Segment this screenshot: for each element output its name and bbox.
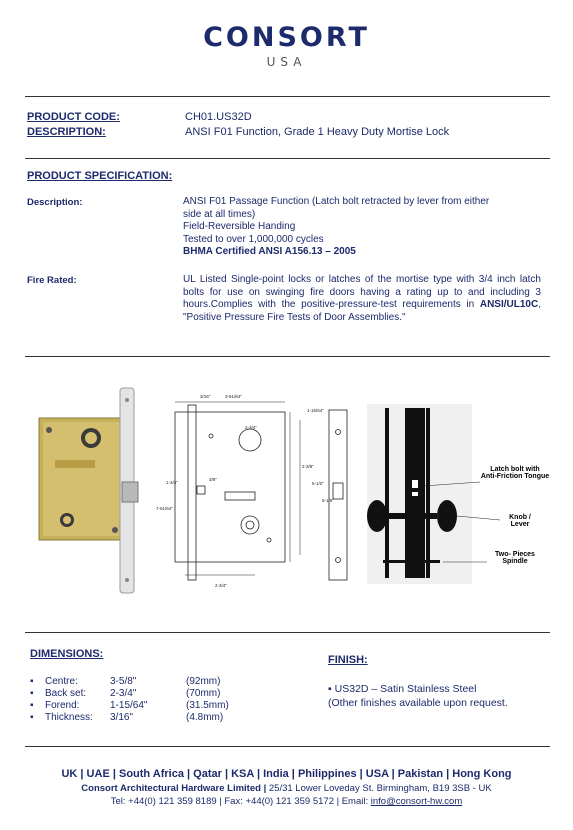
finish-item (328, 683, 476, 695)
bullet: ▪ (30, 712, 34, 723)
callout-line: Anti-Friction Tongue (480, 473, 550, 480)
spec-line: ANSI F01 Passage Function (Latch bolt retracted by lever from either (183, 196, 490, 207)
callout-line: Lever (510, 521, 530, 528)
bhma-certification: BHMA Certified ANSI A156.13 – 2005 (183, 246, 356, 257)
fire-standard: ANSI/UL10C (479, 299, 539, 310)
email-link[interactable]: info@consort-hw.com (370, 796, 463, 807)
dimension-row (30, 712, 290, 724)
dim-label: 3/16" (200, 394, 211, 399)
dimension-label: Forend: (45, 700, 80, 711)
bullet: ▪ (30, 688, 34, 699)
dimension-metric: (31.5mm) (186, 700, 229, 711)
dim-label: 2-3/4" (215, 583, 227, 588)
dimension-row (30, 688, 290, 700)
footer-company (0, 783, 573, 794)
spec-heading: PRODUCT SPECIFICATION: (27, 170, 173, 182)
dimension-metric: (92mm) (186, 676, 221, 687)
dimension-row (30, 700, 290, 712)
dimension-drawing (175, 402, 300, 580)
dimension-imperial: 3/16" (110, 712, 134, 723)
section-drawing (367, 404, 500, 584)
dimension-row (30, 676, 290, 688)
divider (25, 746, 550, 747)
dim-label: 2-3/4" (245, 425, 257, 430)
divider (25, 158, 550, 159)
callout-spindle (490, 551, 540, 565)
spec-line: side at all times) (183, 208, 256, 220)
forend-drawing (329, 410, 347, 580)
description-value: ANSI F01 Function, Grade 1 Heavy Duty Mortise Lock (185, 126, 450, 138)
dimension-label: Back set: (45, 688, 87, 699)
description-label: DESCRIPTION: (27, 126, 106, 138)
dim-label: 3/8" (209, 477, 217, 482)
fire-rated-label: Fire Rated: (27, 275, 77, 286)
dim-label: 3-61/64" (225, 394, 242, 399)
company-name: Consort Architectural Hardware Limited | (81, 783, 267, 794)
bullet: ▪ (30, 700, 34, 711)
dimension-label: Centre: (45, 676, 78, 687)
dimension-imperial: 3-5/8" (110, 676, 137, 687)
product-code-label: PRODUCT CODE: (27, 111, 120, 123)
brand-logo (0, 22, 573, 69)
callout-knob-lever (500, 514, 540, 528)
product-code-value: CH01.US32D (185, 111, 252, 123)
fire-text-end: , "Positive Pressure Fire Tests of Door Assemblies." (183, 299, 541, 323)
dim-label: 2-3/8" (302, 464, 314, 469)
spec-description (183, 196, 543, 259)
dim-label: 5-1/2" (312, 481, 324, 486)
footer-countries: UK | UAE | South Africa | Qatar | KSA | India | Philippines | USA | Pakistan | Hong Kong (61, 768, 512, 780)
callout-latch-bolt (480, 466, 550, 480)
divider (25, 356, 550, 357)
dim-label: 5-1/8" (322, 498, 334, 503)
company-address: 25/31 Lower Loveday St. Birmingham, B19 3SB - UK (266, 783, 492, 794)
callout-line: Spindle (502, 558, 528, 565)
product-illustrations (25, 380, 550, 600)
footer-contact (0, 796, 573, 807)
dimensions-heading: DIMENSIONS: (30, 648, 104, 660)
bullet: ▪ (30, 676, 34, 687)
lock-photo (39, 388, 138, 593)
dimension-imperial: 1-15/64" (110, 700, 148, 711)
dimension-metric: (70mm) (186, 688, 221, 699)
contact-text: Tel: +44(0) 121 359 8189 | Fax: +44(0) 121 359 5172 | Email: (110, 796, 371, 807)
spec-line: Tested to over 1,000,000 cycles (183, 233, 324, 245)
logo-subtext: USA (266, 55, 307, 69)
dimensions-list (30, 676, 290, 724)
dimension-imperial: 2-3/4" (110, 688, 137, 699)
callout-line: Latch bolt with (490, 466, 540, 473)
finish-note: (Other finishes available upon request. (328, 697, 508, 709)
dim-label: 7-61/64" (156, 506, 173, 511)
spec-description-label: Description: (27, 197, 83, 208)
divider (25, 96, 550, 97)
dimension-metric: (4.8mm) (186, 712, 224, 723)
divider (25, 632, 550, 633)
finish-heading: FINISH: (328, 654, 368, 666)
finish-item-text: US32D – Satin Stainless Steel (334, 683, 477, 695)
fire-text-main: UL Listed Single-point locks or latches of the mortise type with 3/4 inch latch bolts for use on swinging fire doors having a rating up to and including 3 hours.Complies with the positive-pressure-test requirements in (183, 274, 541, 310)
fire-rated-text (183, 274, 541, 324)
bullet: ▪ (328, 683, 335, 695)
spec-line: Field-Reversible Handing (183, 221, 296, 232)
dimension-label: Thickness: (45, 712, 93, 723)
dimension-labels (156, 394, 334, 588)
dim-label: 1-3/4" (166, 480, 178, 485)
dim-label: 1-15/64" (307, 408, 324, 413)
logo-text: CONSORT (203, 22, 370, 53)
callout-line: Two- Pieces (495, 551, 535, 558)
callout-line: Knob / (509, 514, 531, 521)
